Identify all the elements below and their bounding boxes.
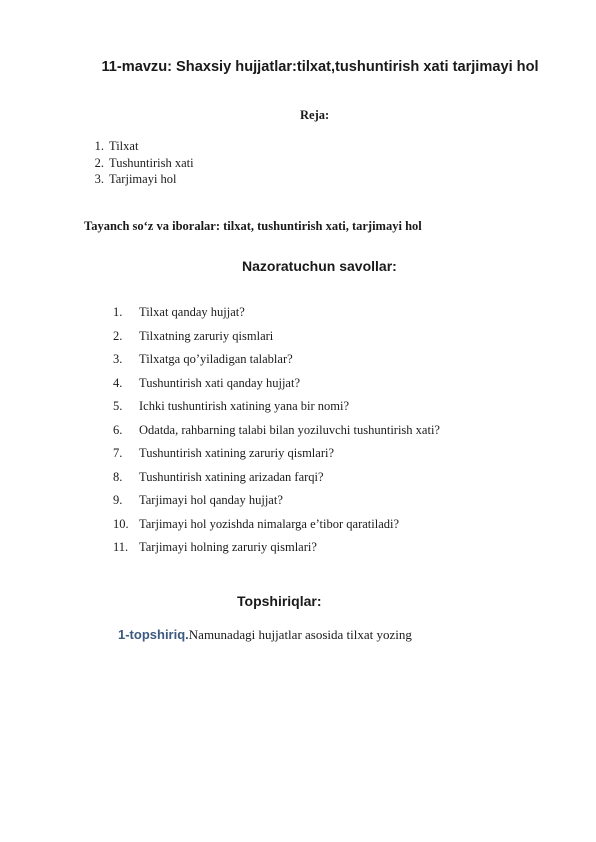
question-text: Tushuntirish xati qanday hujjat? (139, 375, 300, 390)
plan-item-text: Tarjimayi hol (109, 172, 177, 186)
question-number: 3. (113, 352, 123, 366)
question-number: 4. (113, 375, 123, 390)
question-text: Odatda, rahbarning talabi bilan yoziluvchi tushuntirish xati? (139, 422, 440, 437)
question-text: Tarjimayi hol yozishda nimalarga e’tibor qaratiladi? (139, 516, 400, 531)
plan-item-text: Tilxat (109, 139, 139, 153)
task-label: 1-topshiriq. (118, 627, 189, 642)
plan-item (88, 156, 194, 173)
question-item (113, 376, 440, 400)
plan-item-number: 2. (94, 155, 104, 170)
question-number: 8. (113, 469, 123, 484)
question-item (113, 305, 440, 329)
question-number: 11. (113, 540, 129, 554)
task-text: Namunadagi hujjatlar asosida tilxat yozing (188, 627, 412, 642)
tasks-heading: Topshiriqlar: (237, 593, 322, 609)
question-number: 6. (113, 422, 123, 437)
question-number: 1. (113, 305, 123, 319)
question-text: Tushuntirish xatining zaruriy qismlari? (139, 446, 335, 460)
plan-heading: Reja: (300, 108, 330, 122)
questions-list (113, 305, 440, 564)
question-item (113, 399, 440, 423)
plan-list (88, 139, 194, 189)
question-item (113, 423, 440, 447)
question-number: 10. (113, 516, 129, 531)
question-item (113, 446, 440, 470)
question-text: Tarjimayi hol qanday hujjat? (139, 493, 283, 507)
question-text: Tilxatning zaruriy qismlari (139, 328, 274, 343)
question-text: Tushuntirish xatining arizadan farqi? (139, 469, 324, 484)
plan-item-number: 1. (94, 139, 104, 153)
plan-item-text: Tushuntirish xati (109, 155, 194, 170)
plan-item (88, 139, 194, 156)
page-title: 11-mavzu: Shaxsiy hujjatlar:tilxat,tushuntirish xati tarjimayi hol (101, 59, 539, 75)
questions-heading: Nazoratuchun savollar: (242, 258, 397, 274)
plan-item-number: 3. (94, 172, 104, 186)
question-text: Ichki tushuntirish xatining yana bir nomi? (139, 399, 350, 413)
question-item (113, 540, 440, 564)
question-number: 7. (113, 446, 123, 460)
task-item (118, 627, 412, 643)
question-item (113, 470, 440, 494)
question-text: Tarjimayi holning zaruriy qismlari? (139, 540, 317, 554)
question-number: 5. (113, 399, 123, 413)
plan-item (88, 172, 194, 189)
question-item (113, 329, 440, 353)
question-text: Tilxat qanday hujjat? (139, 305, 245, 319)
question-text: Tilxatga qo’yiladigan talablar? (139, 352, 293, 366)
question-item (113, 493, 440, 517)
question-item (113, 352, 440, 376)
question-number: 9. (113, 493, 123, 507)
question-number: 2. (113, 328, 123, 343)
question-item (113, 517, 440, 541)
keywords-line: Tayanch so‘z va iboralar: tilxat, tushuntirish xati, tarjimayi hol (84, 219, 422, 233)
